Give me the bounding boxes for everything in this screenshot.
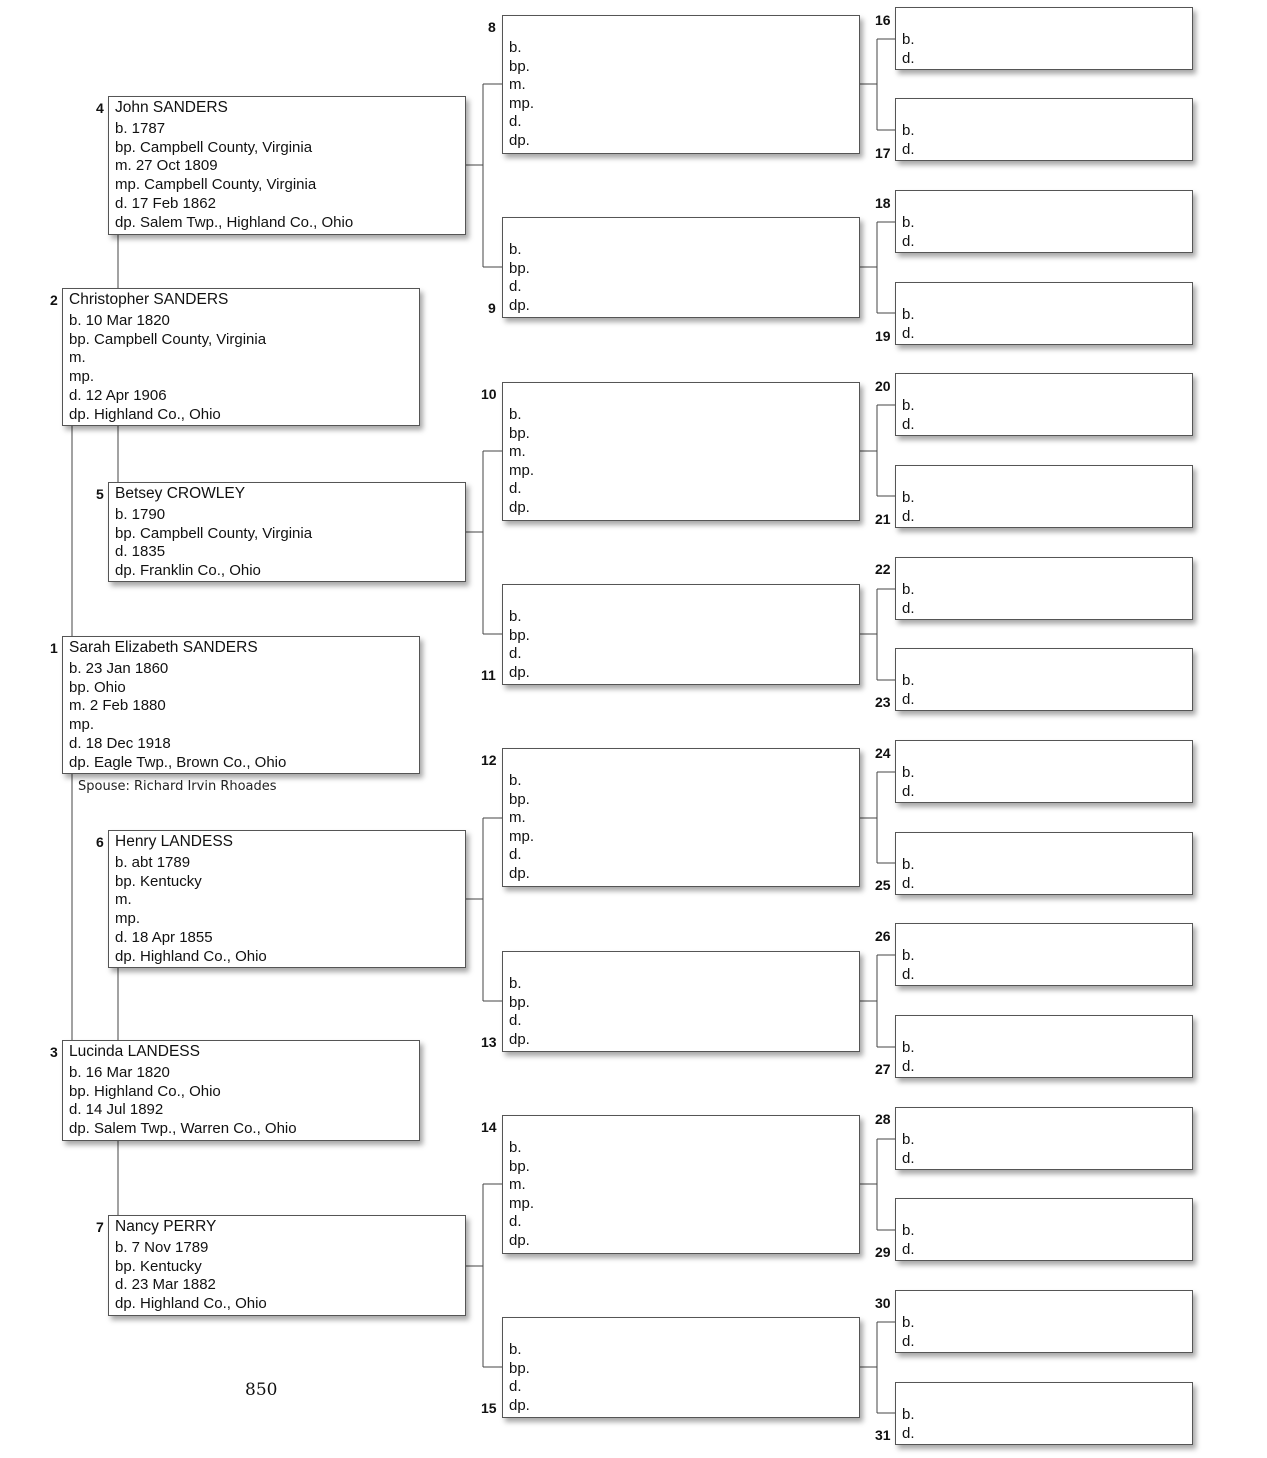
- person-details: [896, 924, 1192, 986]
- birth-line: b.: [902, 856, 915, 873]
- death-line: d.: [902, 140, 915, 158]
- death-place-line: dp. Highland Co., Ohio: [69, 405, 221, 423]
- birth-line: b. abt 1789: [115, 853, 191, 871]
- birth-line: b. 23 Jan 1860: [69, 659, 169, 677]
- birth-line: b.: [902, 1314, 915, 1331]
- person-box-15[interactable]: [502, 1317, 860, 1418]
- marriage-place-line: mp.: [509, 827, 535, 845]
- person-box-27[interactable]: [895, 1015, 1193, 1078]
- person-number: 28: [875, 1111, 891, 1127]
- birth-line: b.: [509, 608, 522, 625]
- birth-line: b.: [509, 975, 522, 992]
- person-box-6[interactable]: [108, 830, 466, 968]
- person-name: Lucinda LANDESS: [69, 1043, 200, 1060]
- birth-line: b.: [902, 947, 915, 964]
- death-line: d.: [902, 1240, 915, 1258]
- person-name: John SANDERS: [115, 99, 228, 116]
- person-name: Henry LANDESS: [115, 833, 234, 850]
- birthplace-line: bp. Kentucky: [115, 1257, 202, 1275]
- person-number: 25: [875, 877, 891, 893]
- person-box-16[interactable]: [895, 7, 1193, 70]
- marriage-line: m.: [509, 809, 526, 826]
- marriage-place-line: mp.: [509, 1194, 535, 1212]
- person-details: [896, 741, 1192, 803]
- person-box-23[interactable]: [895, 648, 1193, 711]
- death-line: d. 18 Apr 1855: [115, 928, 213, 946]
- marriage-line: m.: [69, 349, 86, 367]
- birth-line: b.: [902, 1222, 915, 1239]
- person-details: [896, 374, 1192, 436]
- person-box-31[interactable]: [895, 1382, 1193, 1445]
- person-box-18[interactable]: [895, 190, 1193, 253]
- birthplace-line: bp.: [509, 1157, 530, 1175]
- person-box-2[interactable]: [62, 288, 420, 426]
- death-line: d.: [902, 599, 915, 617]
- person-details: [503, 952, 859, 1051]
- death-place-line: dp. Highland Co., Ohio: [115, 947, 267, 965]
- death-line: d.: [902, 1332, 915, 1350]
- person-box-5[interactable]: [108, 482, 466, 582]
- person-number: 5: [96, 486, 104, 502]
- death-line: d.: [902, 782, 915, 800]
- birthplace-line: bp. Campbell County, Virginia: [115, 524, 313, 542]
- death-line: d.: [902, 690, 915, 708]
- person-box-9[interactable]: [502, 217, 860, 318]
- death-line: d.: [902, 1149, 915, 1167]
- birth-line: b.: [902, 31, 915, 48]
- page-number: 850: [245, 1380, 278, 1400]
- person-number: 6: [96, 834, 104, 850]
- birth-line: b. 10 Mar 1820: [69, 311, 170, 329]
- person-box-26[interactable]: [895, 923, 1193, 986]
- person-name: Betsey CROWLEY: [115, 485, 246, 502]
- person-number: 20: [875, 378, 891, 394]
- marriage-line: m.: [509, 1176, 526, 1193]
- death-line: d. 17 Feb 1862: [115, 194, 216, 212]
- birth-line: b.: [902, 214, 915, 231]
- death-line: d. 18 Dec 1918: [69, 734, 171, 752]
- person-number: 10: [481, 386, 497, 402]
- person-number: 8: [488, 19, 496, 35]
- person-number: 30: [875, 1295, 891, 1311]
- birth-line: b. 1787: [115, 119, 166, 137]
- person-details: [109, 97, 465, 235]
- person-box-22[interactable]: [895, 557, 1193, 620]
- death-line: d.: [509, 846, 522, 863]
- death-line: d.: [509, 113, 522, 130]
- birth-line: b.: [902, 306, 915, 323]
- birth-line: b.: [902, 672, 915, 689]
- birth-line: b. 7 Nov 1789: [115, 1238, 209, 1256]
- person-box-11[interactable]: [502, 584, 860, 685]
- person-number: 13: [481, 1034, 497, 1050]
- person-box-24[interactable]: [895, 740, 1193, 803]
- birth-line: b.: [902, 764, 915, 781]
- person-number: 14: [481, 1119, 497, 1135]
- person-details: [503, 1318, 859, 1417]
- birthplace-line: bp. Campbell County, Virginia: [69, 330, 267, 348]
- person-number: 3: [50, 1044, 58, 1060]
- person-number: 17: [875, 145, 891, 161]
- death-place-line: dp. Franklin Co., Ohio: [115, 562, 261, 580]
- birthplace-line: bp. Kentucky: [115, 872, 202, 890]
- person-details: [896, 1108, 1192, 1170]
- marriage-place-line: mp.: [115, 910, 141, 928]
- person-number: 15: [481, 1400, 497, 1416]
- spouse-label: Spouse: Richard Irvin Rhoades: [78, 779, 277, 794]
- birth-line: b.: [902, 489, 915, 506]
- marriage-place-line: mp.: [69, 716, 95, 734]
- death-line: d.: [509, 1378, 522, 1395]
- person-name: Christopher SANDERS: [69, 291, 229, 308]
- marriage-line: m.: [115, 891, 132, 909]
- person-number: 24: [875, 745, 891, 761]
- death-place-line: dp. Salem Twp., Warren Co., Ohio: [69, 1120, 297, 1138]
- person-number: 7: [96, 1219, 104, 1235]
- marriage-place-line: mp. Campbell County, Virginia: [115, 176, 317, 194]
- death-line: d.: [902, 49, 915, 67]
- person-number: 4: [96, 100, 104, 116]
- birthplace-line: bp.: [509, 790, 530, 808]
- death-place-line: dp. Highland Co., Ohio: [115, 1295, 267, 1313]
- death-place-line: dp.: [509, 296, 530, 314]
- person-box-10[interactable]: [502, 382, 860, 521]
- birth-line: b.: [509, 1139, 522, 1156]
- death-line: d. 14 Jul 1892: [69, 1101, 164, 1119]
- birthplace-line: bp.: [509, 1359, 530, 1377]
- death-line: d.: [509, 480, 522, 497]
- person-number: 27: [875, 1061, 891, 1077]
- person-details: [896, 8, 1192, 70]
- person-number: 26: [875, 928, 891, 944]
- marriage-line: m.: [509, 76, 526, 93]
- birth-line: b. 16 Mar 1820: [69, 1063, 170, 1081]
- death-line: d.: [902, 232, 915, 250]
- death-place-line: dp.: [509, 1030, 530, 1048]
- person-details: [896, 191, 1192, 253]
- person-details: [896, 558, 1192, 620]
- person-details: [503, 16, 859, 152]
- birthplace-line: bp. Highland Co., Ohio: [69, 1082, 221, 1100]
- marriage-line: m. 2 Feb 1880: [69, 697, 166, 715]
- person-box-7[interactable]: [108, 1215, 466, 1316]
- person-details: [503, 585, 859, 684]
- birth-line: b. 1790: [115, 505, 166, 523]
- person-box-13[interactable]: [502, 951, 860, 1052]
- person-details: [503, 383, 859, 519]
- person-number: 9: [488, 300, 496, 316]
- person-details: [109, 483, 465, 583]
- person-details: [896, 833, 1192, 895]
- birthplace-line: bp.: [509, 424, 530, 442]
- birthplace-line: bp.: [509, 57, 530, 75]
- death-place-line: dp.: [509, 663, 530, 681]
- death-line: d.: [509, 278, 522, 295]
- person-number: 18: [875, 195, 891, 211]
- person-box-25[interactable]: [895, 832, 1193, 895]
- death-line: d. 23 Mar 1882: [115, 1276, 216, 1294]
- birthplace-line: bp.: [509, 259, 530, 277]
- person-box-19[interactable]: [895, 282, 1193, 345]
- person-details: [503, 1116, 859, 1252]
- person-number: 11: [481, 667, 496, 683]
- person-details: [109, 831, 465, 969]
- birthplace-line: bp. Ohio: [69, 678, 126, 696]
- person-details: [109, 1216, 465, 1316]
- death-line: d.: [902, 965, 915, 983]
- person-details: [896, 1016, 1192, 1078]
- death-line: d.: [509, 1213, 522, 1230]
- person-number: 16: [875, 12, 891, 28]
- death-place-line: dp. Salem Twp., Highland Co., Ohio: [115, 213, 354, 231]
- person-box-3[interactable]: [62, 1040, 420, 1141]
- death-place-line: dp. Eagle Twp., Brown Co., Ohio: [69, 753, 287, 771]
- birth-line: b.: [509, 241, 522, 258]
- person-box-30[interactable]: [895, 1290, 1193, 1353]
- person-number: 12: [481, 752, 497, 768]
- person-details: [896, 1383, 1192, 1445]
- death-line: d.: [902, 324, 915, 342]
- person-details: [896, 99, 1192, 161]
- birth-line: b.: [509, 772, 522, 789]
- marriage-line: m.: [509, 443, 526, 460]
- death-line: d.: [902, 1424, 915, 1442]
- person-details: [896, 649, 1192, 711]
- birth-line: b.: [902, 1131, 915, 1148]
- person-number: 1: [50, 640, 58, 656]
- person-number: 19: [875, 328, 891, 344]
- person-box-8[interactable]: [502, 15, 860, 154]
- birthplace-line: bp.: [509, 993, 530, 1011]
- person-number: 29: [875, 1244, 891, 1260]
- person-box-21[interactable]: [895, 465, 1193, 528]
- person-name: Nancy PERRY: [115, 1218, 217, 1235]
- person-details: [503, 749, 859, 885]
- death-line: d. 12 Apr 1906: [69, 386, 167, 404]
- person-details: [63, 289, 419, 427]
- birth-line: b.: [902, 1039, 915, 1056]
- death-place-line: dp.: [509, 1396, 530, 1414]
- death-line: d.: [902, 1057, 915, 1075]
- death-place-line: dp.: [509, 131, 530, 149]
- person-box-17[interactable]: [895, 98, 1193, 161]
- marriage-line: m. 27 Oct 1809: [115, 157, 218, 175]
- marriage-place-line: mp.: [509, 94, 535, 112]
- death-line: d. 1835: [115, 543, 166, 561]
- person-box-28[interactable]: [895, 1107, 1193, 1170]
- person-details: [63, 1041, 419, 1141]
- marriage-place-line: mp.: [509, 461, 535, 479]
- person-details: [896, 1199, 1192, 1261]
- death-line: d.: [509, 1012, 522, 1029]
- birth-line: b.: [509, 1341, 522, 1358]
- death-line: d.: [509, 645, 522, 662]
- death-line: d.: [902, 415, 915, 433]
- birth-line: b.: [902, 397, 915, 414]
- birth-line: b.: [509, 39, 522, 56]
- person-details: [896, 1291, 1192, 1353]
- death-place-line: dp.: [509, 864, 530, 882]
- person-number: 22: [875, 561, 891, 577]
- marriage-place-line: mp.: [69, 368, 95, 386]
- person-number: 23: [875, 694, 891, 710]
- person-details: [503, 218, 859, 317]
- person-box-14[interactable]: [502, 1115, 860, 1254]
- birth-line: b.: [902, 1406, 915, 1423]
- death-line: d.: [902, 874, 915, 892]
- person-details: [63, 637, 419, 775]
- birth-line: b.: [902, 122, 915, 139]
- death-place-line: dp.: [509, 1231, 530, 1249]
- person-details: [896, 466, 1192, 528]
- person-number: 31: [875, 1427, 891, 1443]
- death-line: d.: [902, 507, 915, 525]
- person-number: 2: [50, 292, 58, 308]
- death-place-line: dp.: [509, 498, 530, 516]
- person-box-12[interactable]: [502, 748, 860, 887]
- birth-line: b.: [509, 406, 522, 423]
- person-box-1[interactable]: [62, 636, 420, 774]
- birthplace-line: bp.: [509, 626, 530, 644]
- person-box-4[interactable]: [108, 96, 466, 235]
- birth-line: b.: [902, 581, 915, 598]
- birthplace-line: bp. Campbell County, Virginia: [115, 138, 313, 156]
- person-details: [896, 283, 1192, 345]
- person-box-20[interactable]: [895, 373, 1193, 436]
- person-name: Sarah Elizabeth SANDERS: [69, 639, 258, 656]
- person-box-29[interactable]: [895, 1198, 1193, 1261]
- person-number: 21: [875, 511, 891, 527]
